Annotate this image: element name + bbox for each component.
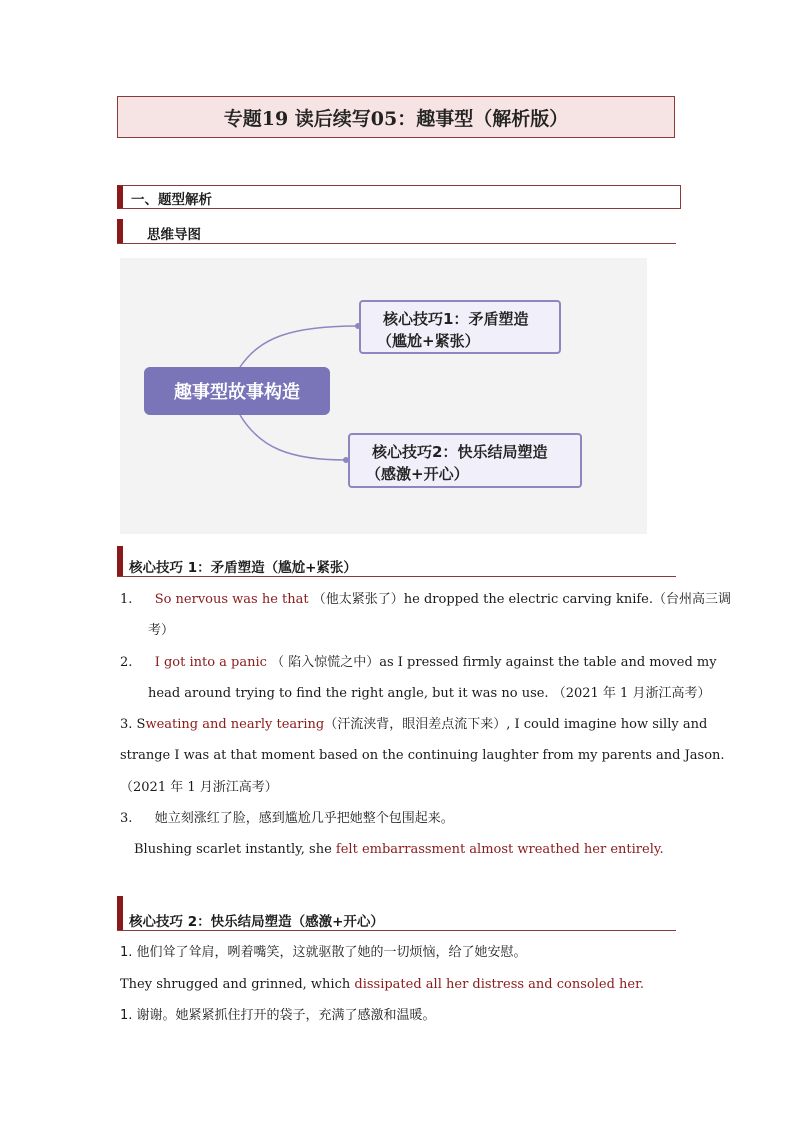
- center-node-label: 趣事型故事构造: [174, 382, 300, 403]
- branch-1-line-1: 核心技巧1：矛盾塑造: [383, 310, 529, 328]
- skill-1-heading: [117, 546, 676, 577]
- item-text: They shrugged and grinned, which: [120, 977, 355, 992]
- skill-2-item-1-en: [120, 976, 644, 994]
- connector-1: [240, 326, 358, 367]
- mind-map: [120, 258, 647, 534]
- item-highlight: felt embarrassment almost wreathed her entirely.: [335, 842, 664, 857]
- subsection-mindmap: [117, 219, 676, 244]
- branch-1-line-2: （尴尬+紧张）: [377, 332, 480, 350]
- title-text: 专题19 读后续写05：趣事型（解析版）: [223, 107, 569, 130]
- skill-1-item-3: [120, 716, 707, 734]
- item-text: 她立刻涨红了脸，感到尴尬几乎把她整个包围起来。: [154, 811, 454, 826]
- subsection-label: 思维导图: [147, 227, 201, 243]
- item-number: 2.: [120, 655, 133, 670]
- connector-2: [240, 415, 346, 460]
- page-title: [117, 96, 675, 138]
- skill-1-item-2: [120, 654, 717, 672]
- skill-1-item-1-cont: 考）: [148, 623, 175, 638]
- item-text: （汗流浃背，眼泪差点流下来）, I could imagine how silly and: [324, 717, 708, 732]
- mind-map-center-node: [144, 367, 330, 415]
- item-number: 1.: [120, 592, 133, 607]
- skill-2-heading-label: 核心技巧 2：快乐结局塑造（感激+开心）: [129, 914, 384, 930]
- subsection-bar: [117, 219, 123, 243]
- item-text: （他太紧张了）he dropped the electric carving knife.（台州高三调: [312, 592, 732, 607]
- skill-2-bar: [117, 896, 123, 930]
- mind-map-branch-1: [359, 300, 561, 354]
- branch-2-line-1: 核心技巧2：快乐结局塑造: [372, 443, 548, 461]
- skill-1-item-3-source: （2021 年 1 月浙江高考）: [120, 780, 278, 795]
- item-text: Blushing scarlet instantly, she: [134, 842, 336, 857]
- item-number: 3.: [120, 811, 133, 826]
- skill-1-item-4: [120, 810, 454, 828]
- item-highlight: dissipated all her distress and consoled her.: [354, 977, 645, 992]
- section-heading-label: 一、题型解析: [131, 192, 212, 208]
- skill-1-bar: [117, 546, 123, 576]
- skill-1-item-3-cont: strange I was at that moment based on the continuing laughter from my parents and Jason.: [120, 748, 725, 763]
- skill-2-item-1: 1. 他们耸了耸肩，咧着嘴笑，这就驱散了她的一切烦恼，给了她安慰。: [120, 945, 527, 960]
- item-text: （ 陷入惊慌之中）as I pressed firmly against the table and moved my: [271, 655, 717, 670]
- item-highlight: I got into a panic: [154, 655, 267, 670]
- skill-2-heading: [117, 896, 676, 931]
- mind-map-branch-2: [348, 433, 582, 488]
- item-number: 3. S: [120, 717, 146, 732]
- skill-2-item-2: 1. 谢谢。她紧紧抓住打开的袋子，充满了感激和温暖。: [120, 1008, 436, 1023]
- branch-2-line-2: （感激+开心）: [366, 465, 469, 483]
- item-highlight: So nervous was he that: [154, 592, 309, 607]
- item-highlight: weating and nearly tearing: [145, 717, 325, 732]
- skill-1-item-4-en: [134, 841, 664, 859]
- skill-1-item-1: [120, 591, 731, 609]
- skill-1-heading-label: 核心技巧 1：矛盾塑造（尴尬+紧张）: [129, 560, 357, 576]
- section-heading: [117, 185, 681, 209]
- skill-1-item-2-cont: head around trying to find the right angle, but it was no use. （2021 年 1 月浙江高考）: [148, 686, 711, 701]
